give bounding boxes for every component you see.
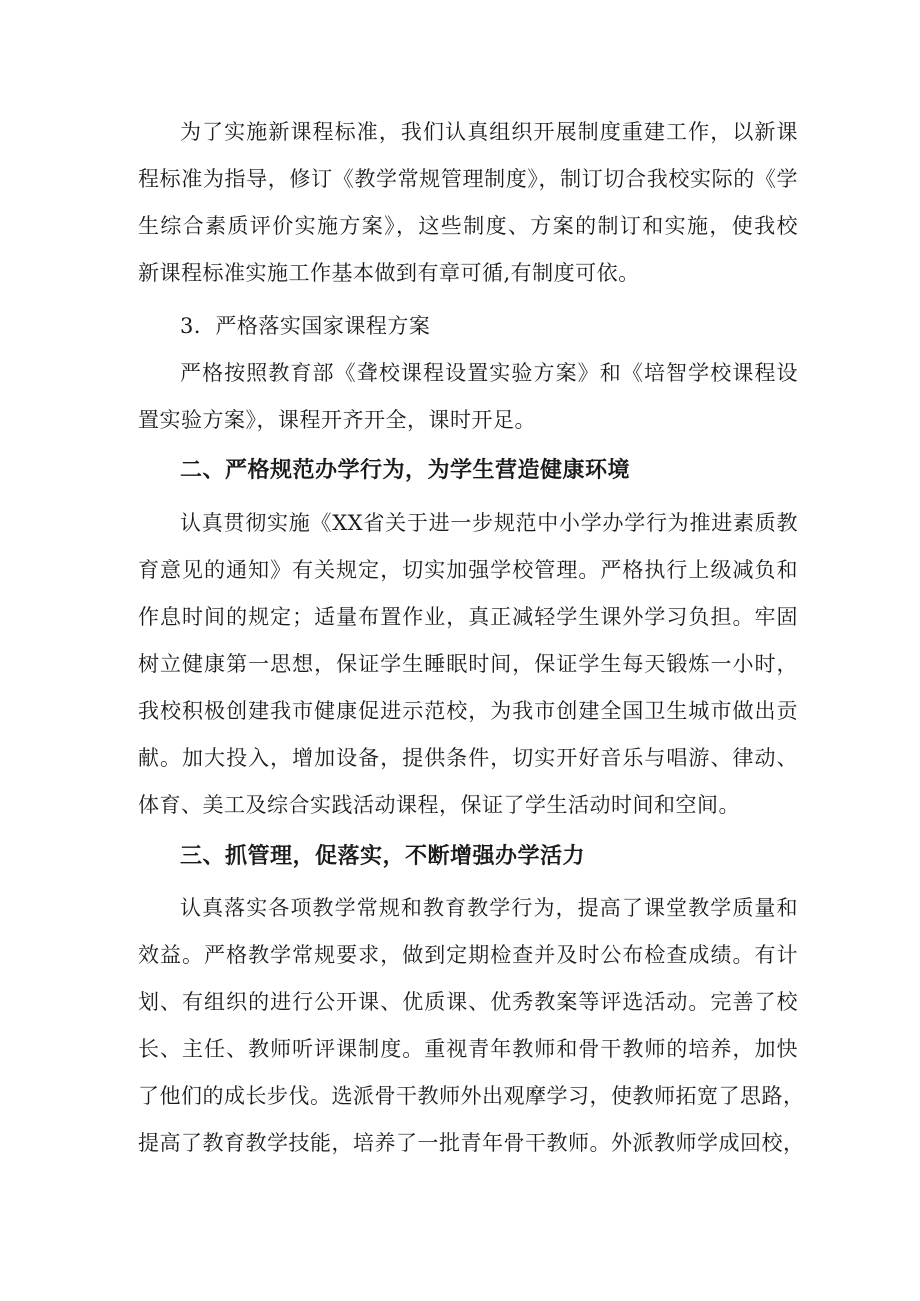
paragraph-line: 程标准为指导，修订《教学常规管理制度》，制订切合我校实际的《学: [138, 167, 798, 191]
paragraph-line: 认真落实各项教学常规和教育教学行为，提高了课堂教学质量和: [180, 896, 798, 920]
paragraph-line: 严格按照教育部《聋校课程设置实验方案》和《培智学校课程设: [180, 361, 798, 385]
paragraph-line: 提高了教育教学技能，培养了一批青年骨干教师。外派教师学成回校，: [138, 1131, 805, 1155]
paragraph-line: 我校积极创建我市健康促进示范校，为我市创建全国卫生城市做出贡: [138, 699, 798, 723]
paragraph-line: 新课程标准实施工作基本做到有章可循,有制度可依。: [138, 261, 640, 285]
paragraph-line: 树立健康第一思想，保证学生睡眠时间，保证学生每天锻炼一小时，: [138, 652, 798, 676]
paragraph-line: 为了实施新课程标准，我们认真组织开展制度重建工作，以新课: [180, 120, 798, 144]
paragraph-line: 认真贯彻实施《XX省关于进一步规范中小学办学行为推进素质教: [180, 511, 798, 535]
paragraph-line: 效益。严格教学常规要求，做到定期检查并及时公布检查成绩。有计: [138, 943, 798, 967]
section-item-title: 3．严格落实国家课程方案: [180, 314, 431, 338]
paragraph-line: 置实验方案》，课程开齐开全，课时开足。: [138, 408, 536, 432]
paragraph-line: 体育、美工及综合实践活动课程，保证了学生活动时间和空间。: [138, 793, 740, 817]
paragraph-line: 了他们的成长步伐。选派骨干教师外出观摩学习，使教师拓宽了思路，: [138, 1084, 805, 1108]
paragraph-line: 作息时间的规定；适量布置作业，真正减轻学生课外学习负担。牢固: [138, 605, 798, 629]
section-heading: 二、严格规范办学行为，为学生营造健康环境: [180, 458, 631, 483]
paragraph-line: 育意见的通知》有关规定，切实加强学校管理。严格执行上级减负和: [138, 558, 798, 582]
paragraph-line: 划、有组织的进行公开课、优质课、优秀教案等评选活动。完善了校: [138, 990, 798, 1014]
paragraph-line: 长、主任、教师听评课制度。重视青年教师和骨干教师的培养，加快: [138, 1037, 798, 1061]
paragraph-line: 生综合素质评价实施方案》，这些制度、方案的制订和实施，使我校: [138, 214, 798, 238]
paragraph-line: 献。加大投入，增加设备，提供条件，切实开好音乐与唱游、律动、: [138, 746, 798, 770]
section-heading: 三、抓管理，促落实，不断增强办学活力: [180, 844, 586, 869]
